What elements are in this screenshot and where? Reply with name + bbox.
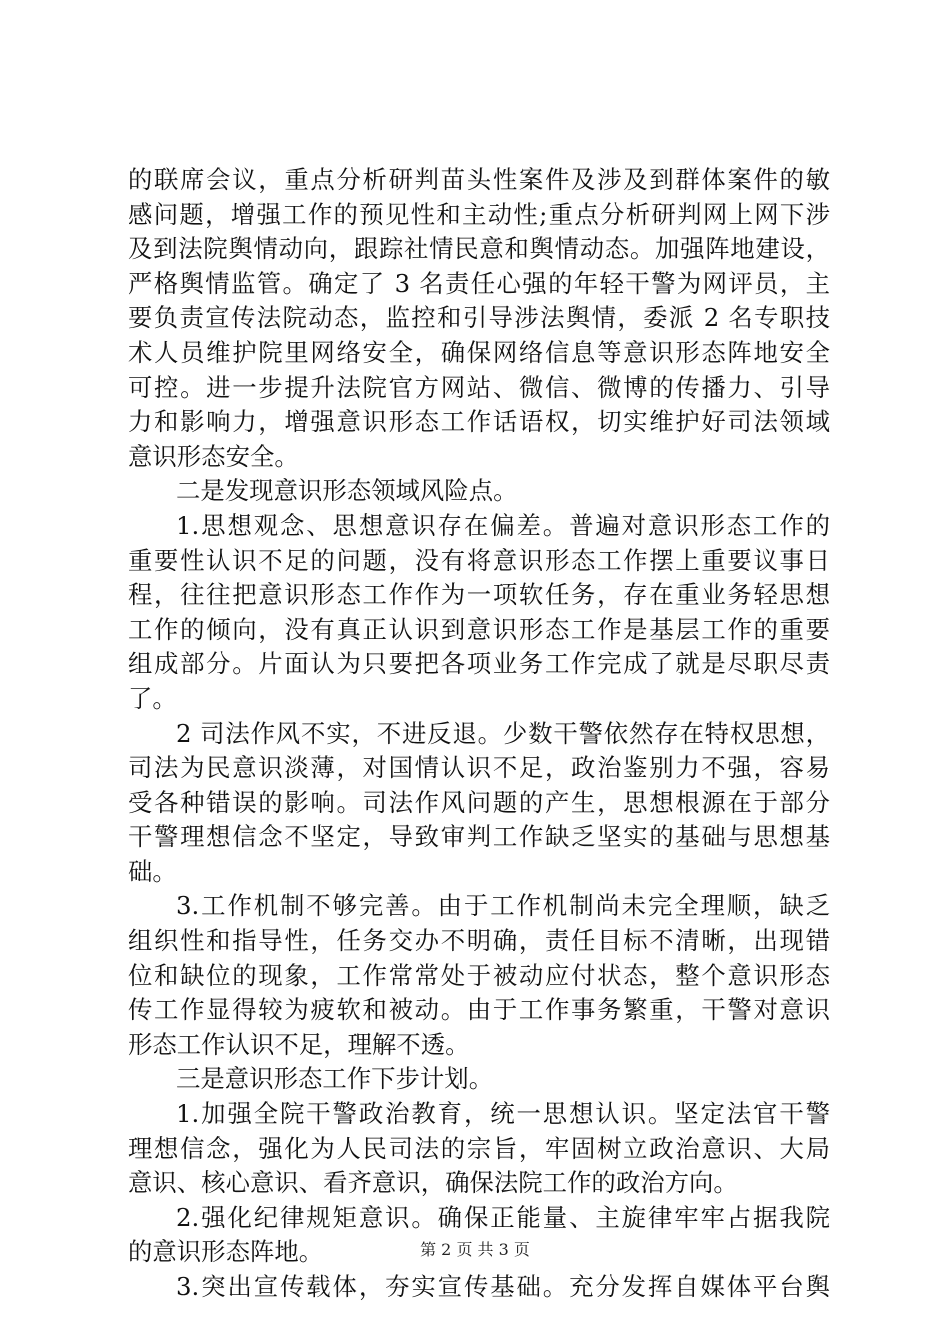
text-line: 严格舆情监管。确定了 3 名责任心强的年轻干警为网评员，主 xyxy=(128,268,830,298)
text-line: 2 司法作风不实，不进反退。少数干警依然存在特权思想， xyxy=(176,718,830,748)
text-line: 力和影响力，增强意识形态工作话语权，切实维护好司法领域 xyxy=(128,407,830,437)
text-line: 工作的倾向，没有真正认识到意识形态工作是基层工作的重要 xyxy=(128,614,830,644)
text-line: 理想信念，强化为人民司法的宗旨，牢固树立政治意识、大局 xyxy=(128,1133,830,1163)
text-line: 干警理想信念不坚定，导致审判工作缺乏坚实的基础与思想基 xyxy=(128,822,830,852)
text-line: 3.突出宣传载体，夯实宣传基础。充分发挥自媒体平台舆 xyxy=(176,1272,830,1301)
text-line: 组织性和指导性，任务交办不明确，责任目标不清晰，出现错 xyxy=(128,926,830,956)
text-line: 了。 xyxy=(128,683,177,713)
text-line: 及到法院舆情动向，跟踪社情民意和舆情动态。加强阵地建设， xyxy=(128,234,830,264)
text-line: 重要性认识不足的问题，没有将意识形态工作摆上重要议事日 xyxy=(128,545,830,575)
text-line: 二是发现意识形态领域风险点。 xyxy=(176,476,518,506)
text-line: 三是意识形态工作下步计划。 xyxy=(176,1064,494,1094)
text-line: 感问题，增强工作的预见性和主动性;重点分析研判网上网下涉 xyxy=(128,199,830,229)
page-number-label: 第 2 页 共 3 页 xyxy=(420,1240,530,1259)
text-line: 意识形态安全。 xyxy=(128,441,299,471)
text-line: 受各种错误的影响。司法作风问题的产生，思想根源在于部分 xyxy=(128,787,830,817)
text-line: 可控。进一步提升法院官方网站、微信、微博的传播力、引导 xyxy=(128,372,830,402)
text-line: 传工作显得较为疲软和被动。由于工作事务繁重，干警对意识 xyxy=(128,995,830,1025)
text-line: 组成部分。片面认为只要把各项业务工作完成了就是尽职尽责 xyxy=(128,649,830,679)
text-line: 要负责宣传法院动态，监控和引导涉法舆情，委派 2 名专职技 xyxy=(128,303,830,333)
text-line: 位和缺位的现象，工作常常处于被动应付状态，整个意识形态 xyxy=(128,960,830,990)
text-line: 术人员维护院里网络安全，确保网络信息等意识形态阵地安全 xyxy=(128,337,830,367)
text-line: 形态工作认识不足，理解不透。 xyxy=(128,1029,470,1059)
text-line: 意识、核心意识、看齐意识，确保法院工作的政治方向。 xyxy=(128,1168,738,1198)
text-line: 1.思想观念、思想意识存在偏差。普遍对意识形态工作的 xyxy=(176,510,830,540)
document-body xyxy=(128,163,830,1305)
text-line: 础。 xyxy=(128,856,177,886)
page-footer xyxy=(0,1240,950,1260)
text-line: 1.加强全院干警政治教育，统一思想认识。坚定法官干警 xyxy=(176,1099,830,1129)
text-line: 司法为民意识淡薄，对国情认识不足，政治鉴别力不强，容易 xyxy=(128,753,830,783)
text-line: 的联席会议，重点分析研判苗头性案件及涉及到群体案件的敏 xyxy=(128,165,830,194)
text-line: 的意识形态阵地。 xyxy=(128,1237,324,1267)
text-line: 程，往往把意识形态工作作为一项软任务，存在重业务轻思想 xyxy=(128,580,830,610)
text-line: 2.强化纪律规矩意识。确保正能量、主旋律牢牢占据我院 xyxy=(176,1202,830,1232)
text-line: 3.工作机制不够完善。由于工作机制尚未完全理顺，缺乏 xyxy=(176,891,830,921)
